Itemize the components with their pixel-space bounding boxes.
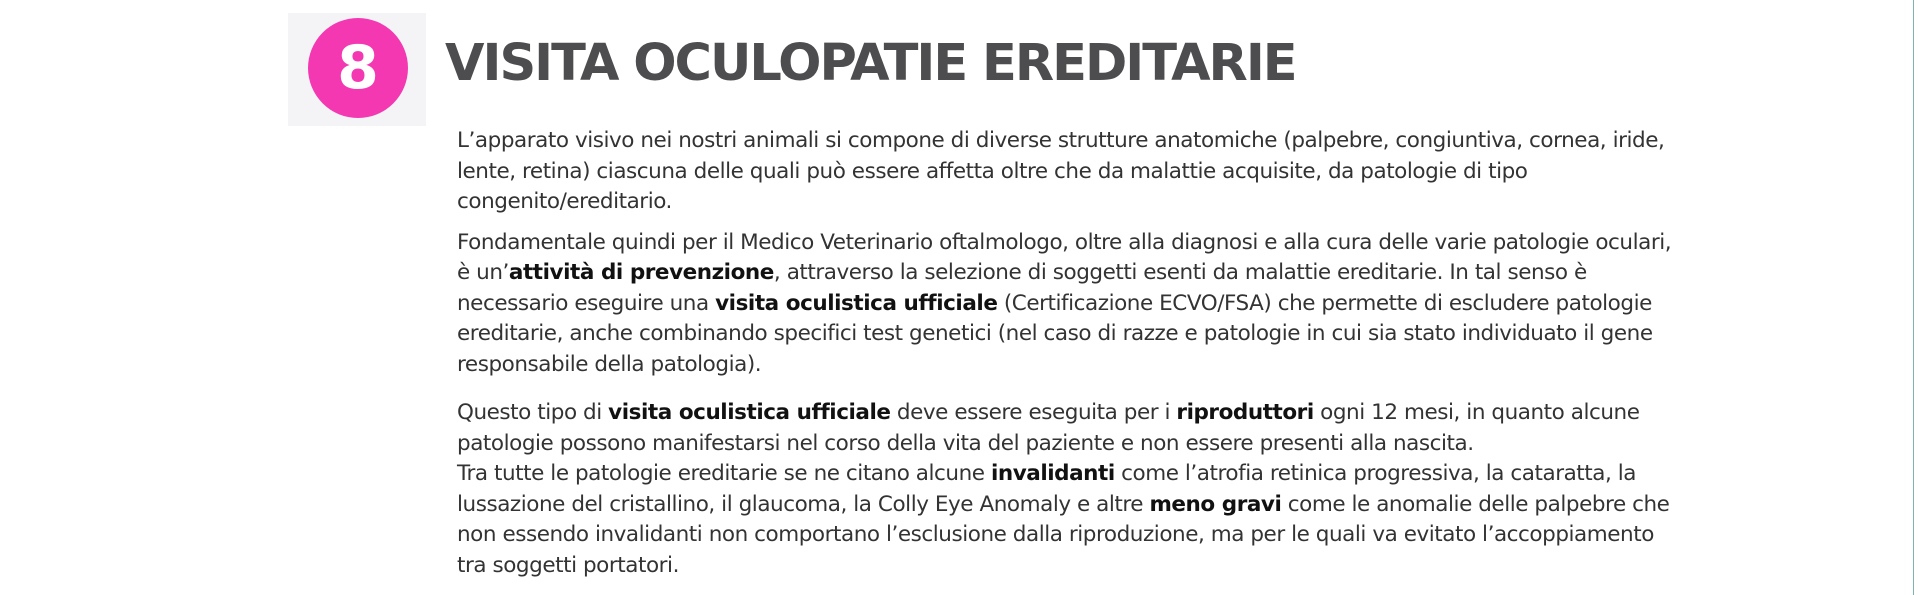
bold-term-disabling: invalidanti	[990, 461, 1115, 486]
paragraph-text: deve essere eseguita per i	[890, 400, 1177, 425]
paragraph-text: Fondamentale quindi per il Medico Veterinario oftalmologo, oltre alla diagnosi e alla cura delle varie patologie oculari, è un’	[457, 229, 1672, 285]
section-title: VISITA OCULOPATIE EREDITARIE	[445, 34, 1296, 93]
paragraph-text: come le anomalie delle palpebre che non essendo invalidanti non comportano l’esclusione dalla riproduzione, ma per le quali va evitato l’accoppiamento tra soggetti portatori.	[457, 491, 1670, 578]
section-number-badge: 8	[308, 18, 408, 118]
paragraph-text: Tra tutte le patologie ereditarie se ne citano alcune	[457, 461, 991, 486]
paragraph-text: come l’atrofia retinica progressiva, la cataratta, la lussazione del cristallino, il glaucoma, la Colly Eye Anomaly e altre	[457, 461, 1637, 517]
bold-term-official-visit: visita oculistica ufficiale	[608, 400, 891, 425]
paragraph-text: ogni 12 mesi, in quanto alcune patologie possono manifestarsi nel corso della vita del paziente e non essere presenti alla nascita.	[457, 400, 1640, 456]
bold-term-prevention: attività di prevenzione	[508, 260, 774, 285]
section-number-badge-container	[288, 13, 426, 126]
section-body	[457, 126, 1682, 581]
bold-term-less-severe: meno gravi	[1149, 491, 1282, 517]
paragraph-text: (Certificazione ECVO/FSA) che permette di escludere patologie ereditarie, anche combinando specifici test genetici (nel caso di razze e patologie in cui sia stato individuato il gene responsabile della patologia).	[457, 290, 1653, 377]
paragraph-text: , attraverso la selezione di soggetti esenti da malattie ereditarie. In tal senso è necessario eseguire una	[457, 260, 1587, 316]
bold-term-breeders: riproduttori	[1176, 400, 1314, 425]
paragraph-intro: L’apparato visivo nei nostri animali si compone di diverse strutture anatomiche (palpebre, congiuntiva, cornea, iride, lente, retina) ciascuna delle quali può essere affetta oltre che da malattie acquisite, da patologie di tipo congenito/ereditario.	[457, 128, 1665, 214]
page-edge-divider	[1913, 0, 1914, 595]
paragraph-text: Questo tipo di	[457, 400, 609, 425]
bold-term-official-visit: visita oculistica ufficiale	[715, 290, 998, 316]
paragraph-prevention	[457, 228, 1682, 381]
paragraph-breeders	[457, 398, 1682, 581]
